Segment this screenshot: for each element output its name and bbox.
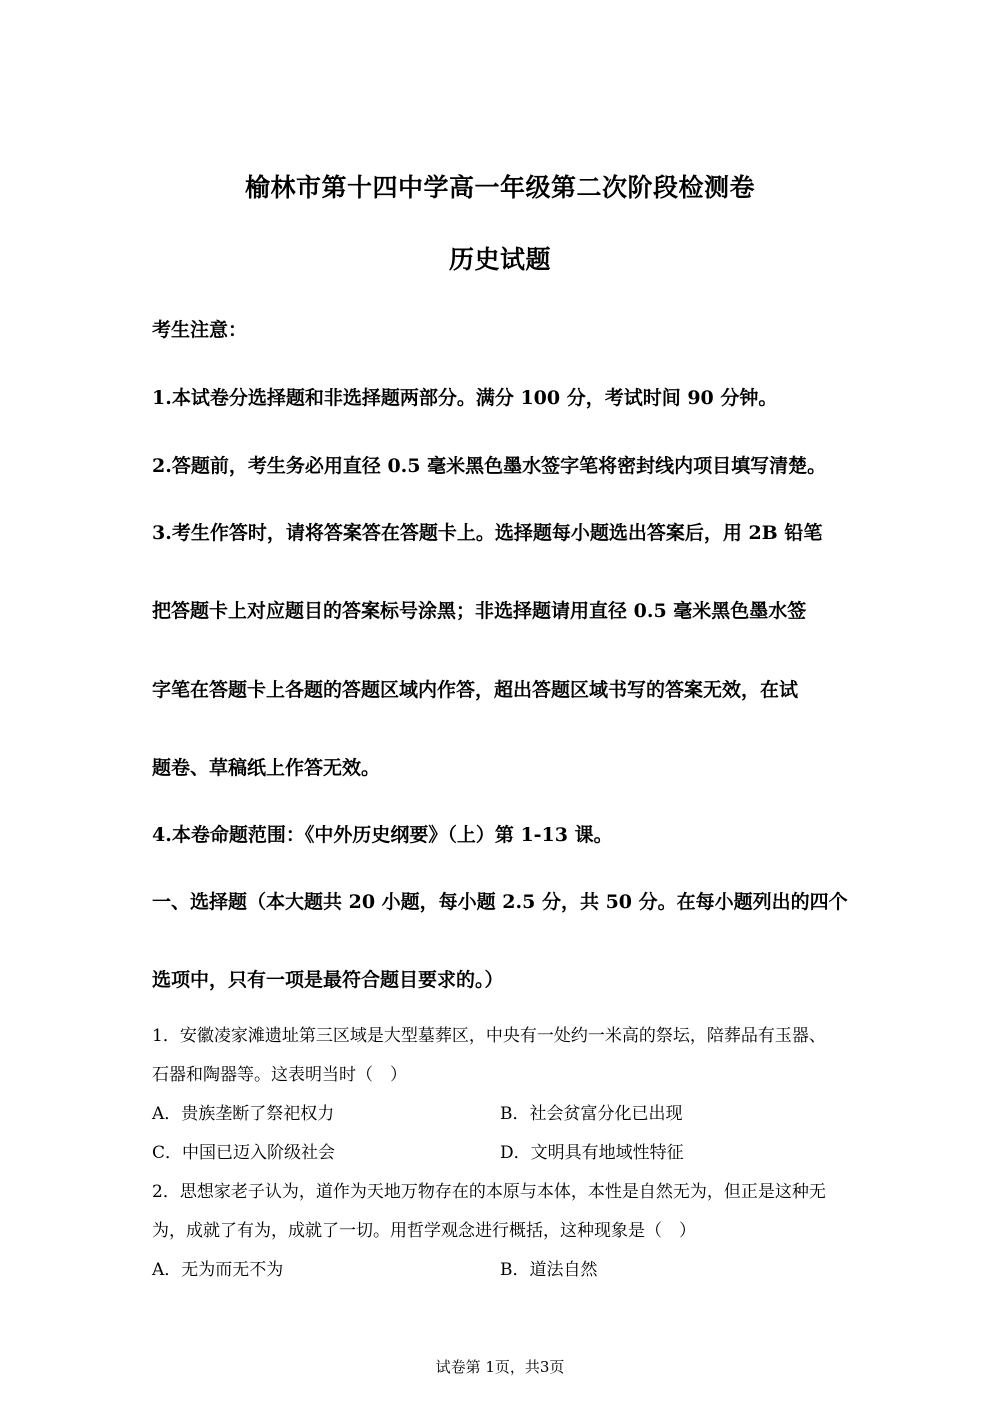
section-heading-line-1: 一、选择题（本大题共 20 小题，每小题 2.5 分，共 50 分。在每小题列出的四个 (152, 891, 848, 913)
question-1-option-a: A．贵族垄断了祭祀权力 (152, 1104, 335, 1124)
notice-heading: 考生注意： (152, 319, 248, 341)
exam-title: 榆林市第十四中学高一年级第二次阶段检测卷 (244, 173, 755, 202)
notice-item-1: 1.本试卷分选择题和非选择题两部分。满分 100 分，考试时间 90 分钟。 (152, 387, 778, 409)
question-1-option-d: D．文明具有地域性特征 (500, 1143, 684, 1163)
question-1-stem-line-2: 石器和陶器等。这表明当时（ ） (152, 1065, 407, 1085)
notice-item-3-line-2: 把答题卡上对应题目的答案标号涂黑；非选择题请用直径 0.5 毫米黑色墨水签 (152, 600, 807, 622)
question-1-option-c: C．中国已迈入阶级社会 (152, 1143, 336, 1163)
notice-item-3-line-4: 题卷、草稿纸上作答无效。 (152, 757, 381, 779)
notice-item-3-line-3: 字笔在答题卡上各题的答题区域内作答，超出答题区域书写的答案无效，在试 (152, 679, 799, 701)
page-number-footer: 试卷第 1页，共3页 (435, 1358, 565, 1376)
question-1-stem-line-1: 1．安徽凌家滩遗址第三区域是大型墓葬区，中央有一处约一米高的祭坛，陪葬品有玉器、 (152, 1026, 826, 1046)
question-2-option-b: B．道法自然 (500, 1260, 598, 1280)
section-heading-line-2: 选项中，只有一项是最符合题目要求的。） (152, 969, 504, 991)
notice-item-4: 4.本卷命题范围：《中外历史纲要》（上）第 1-13 课。 (152, 824, 613, 846)
question-2-stem-line-1: 2．思想家老子认为，道作为天地万物存在的本原与本体，本性是自然无为，但正是这种无 (152, 1182, 826, 1202)
question-1-option-b: B．社会贫富分化已出现 (500, 1104, 683, 1124)
notice-item-3-line-1: 3.考生作答时，请将答案答在答题卡上。选择题每小题选出答案后，用 2B 铅笔 (152, 522, 823, 544)
question-2-stem-line-2: 为，成就了有为，成就了一切。用哲学观念进行概括，这种现象是（ ） (152, 1221, 696, 1241)
notice-item-2: 2.答题前，考生务必用直径 0.5 毫米黑色墨水签字笔将密封线内项目填写清楚。 (152, 455, 827, 477)
question-2-option-a: A．无为而无不为 (152, 1260, 284, 1280)
exam-subtitle: 历史试题 (448, 245, 551, 274)
